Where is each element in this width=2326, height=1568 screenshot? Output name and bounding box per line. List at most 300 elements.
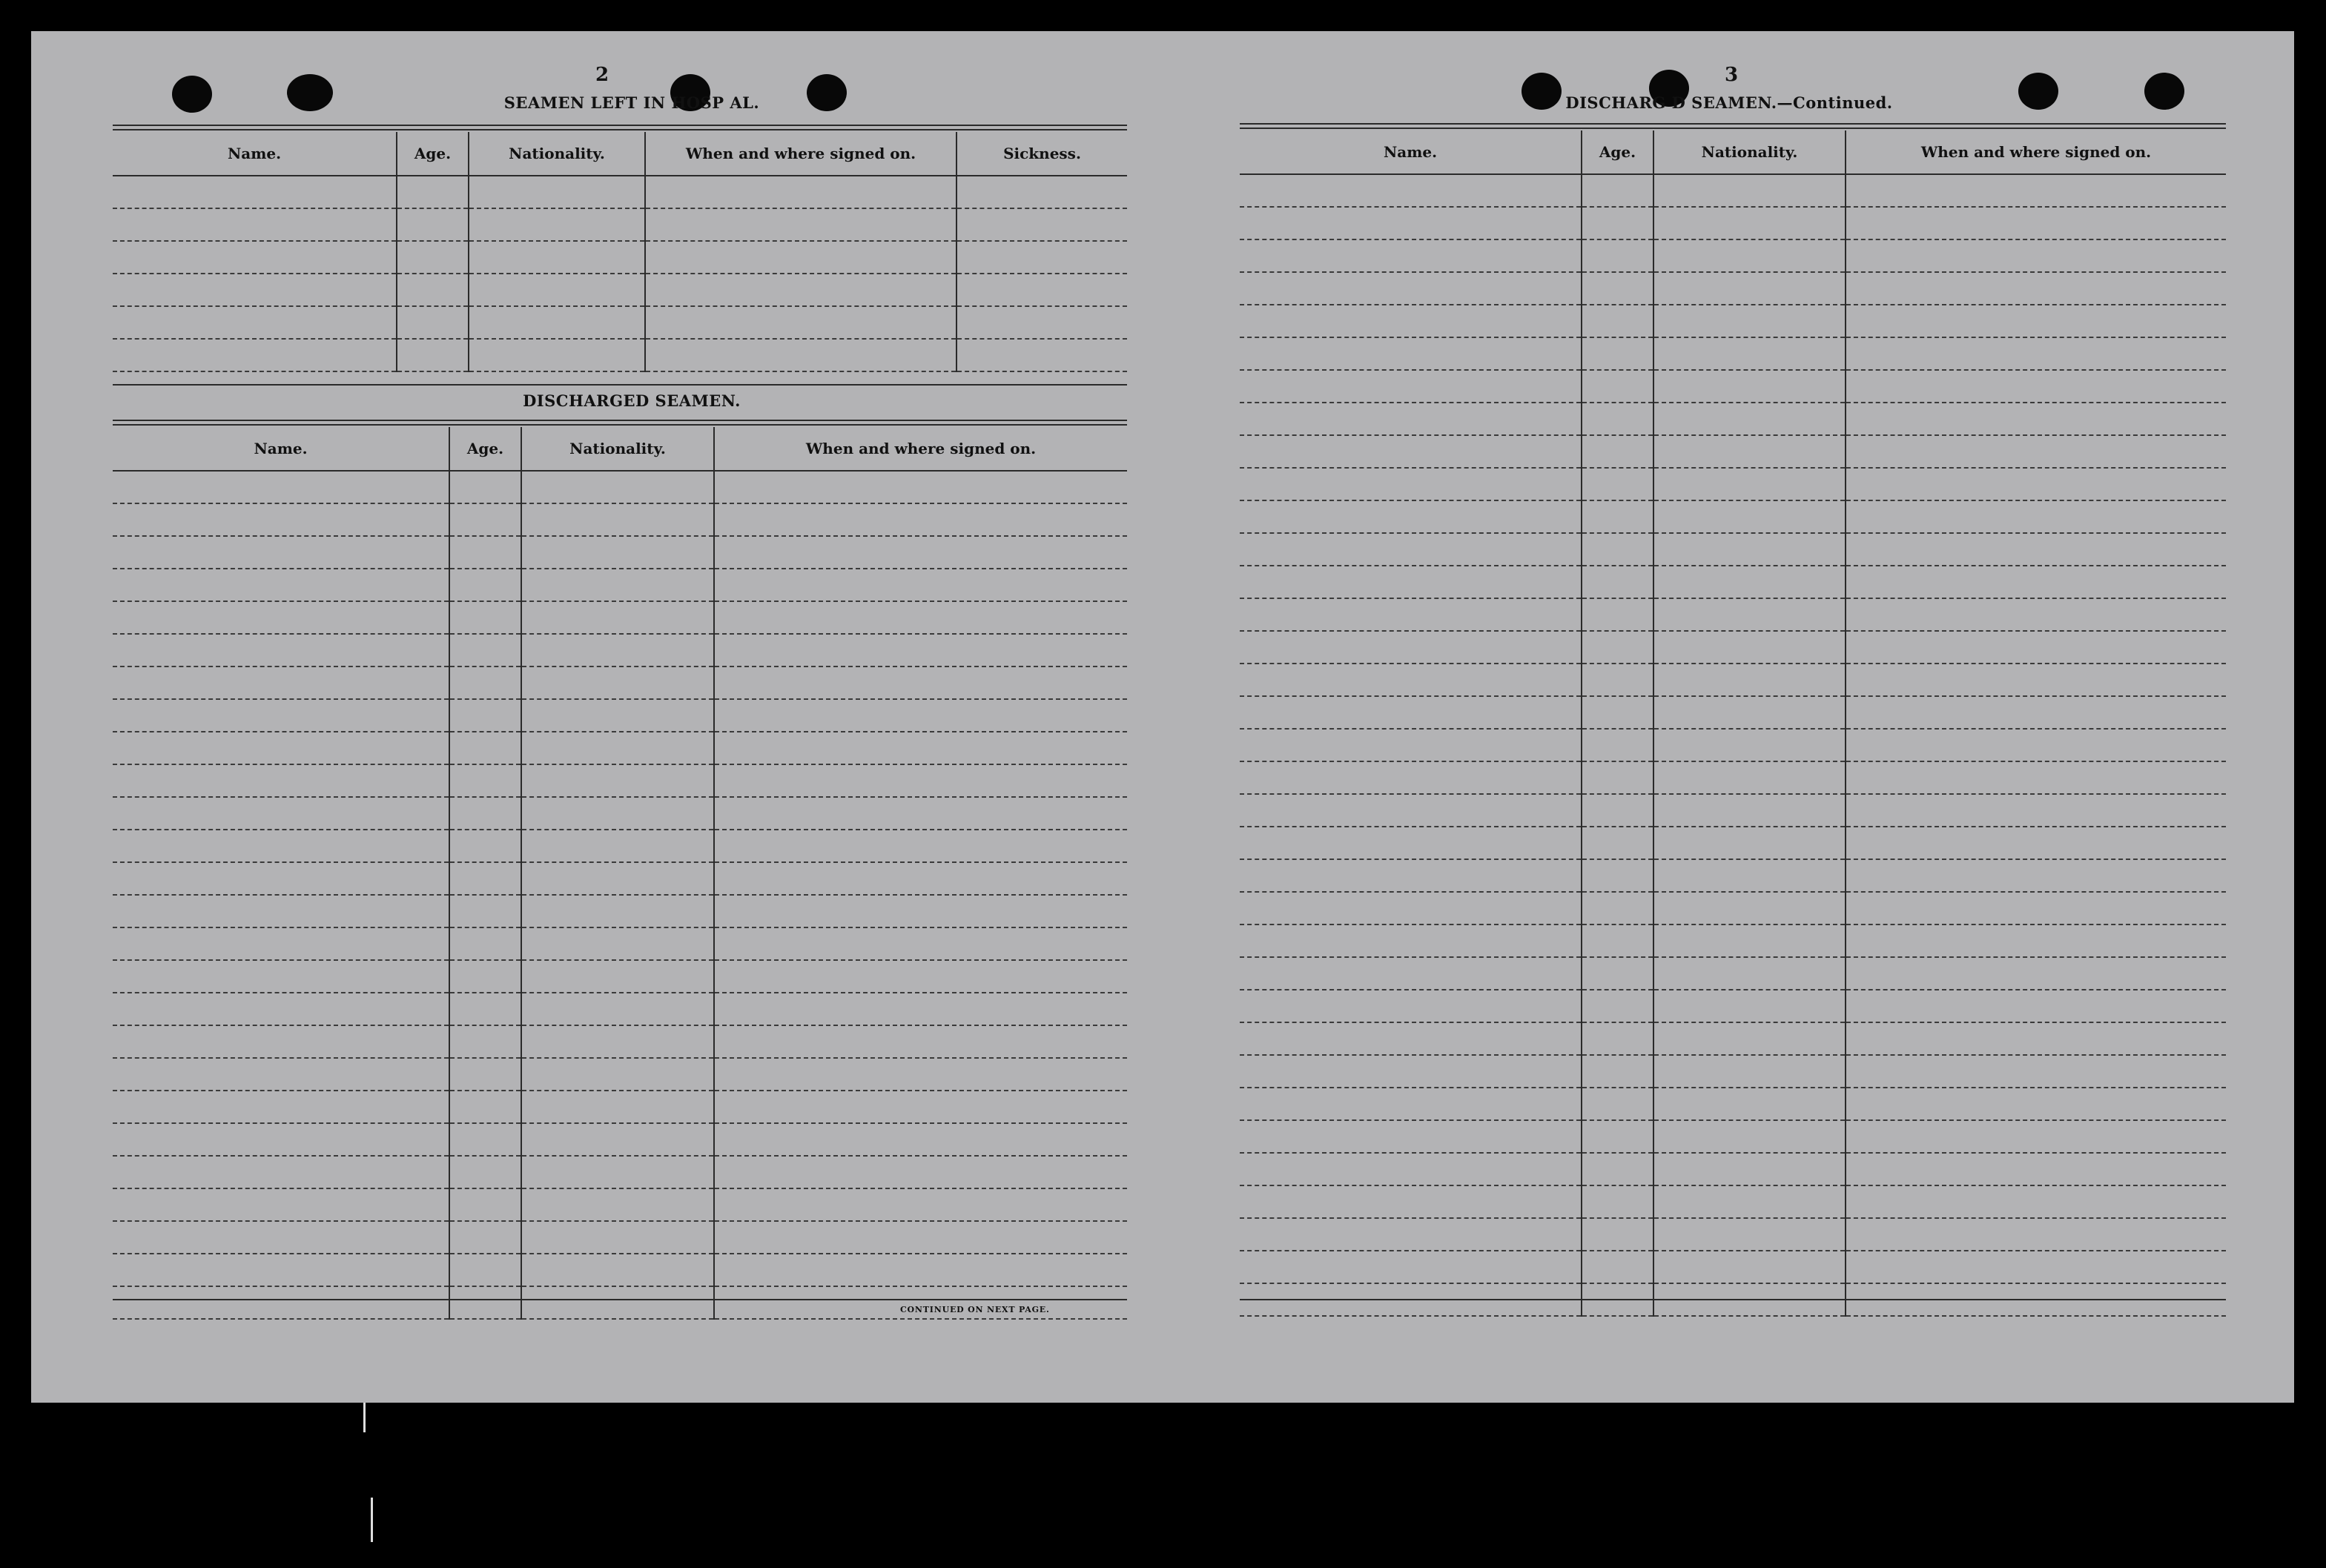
blank-cell — [956, 176, 1127, 208]
table-row — [113, 241, 1127, 274]
blank-cell — [1653, 1022, 1846, 1055]
blank-cell — [1240, 468, 1582, 500]
blank-cell — [1846, 990, 2226, 1022]
blank-cell — [1240, 729, 1582, 761]
blank-cell — [449, 503, 521, 536]
blank-cell — [1240, 892, 1582, 924]
table-row — [1240, 1218, 2226, 1251]
left-page-bottom-rule — [113, 1299, 1127, 1300]
blank-cell — [1846, 1185, 2226, 1218]
table-row — [113, 274, 1127, 306]
blank-cell — [113, 732, 449, 764]
column-header-age: Age. — [449, 427, 521, 471]
blank-cell — [113, 601, 449, 634]
blank-cell — [521, 1058, 714, 1091]
blank-cell — [1653, 957, 1846, 990]
table-row — [1240, 761, 2226, 794]
column-header-nationality: Nationality. — [521, 427, 714, 471]
blank-cell — [645, 208, 956, 241]
blank-cell — [1582, 729, 1653, 761]
table-row — [113, 503, 1127, 536]
blank-cell — [1240, 239, 1582, 272]
blank-cell — [1846, 794, 2226, 827]
blank-cell — [521, 895, 714, 927]
blank-cell — [1240, 370, 1582, 403]
blank-cell — [1653, 174, 1846, 207]
discharged-section-title: DISCHARGED SEAMEN. — [523, 391, 741, 410]
continued-section-title-main: DISCHARG D SEAMEN. — [1565, 93, 1777, 112]
blank-cell — [113, 862, 449, 895]
blank-cell — [1582, 239, 1653, 272]
column-header-name: Name. — [1240, 130, 1582, 174]
blank-cell — [1582, 794, 1653, 827]
blank-cell — [113, 1156, 449, 1188]
blank-cell — [113, 634, 449, 666]
blank-cell — [521, 503, 714, 536]
discharged-table-body — [113, 471, 1127, 1319]
table-row — [1240, 403, 2226, 435]
blank-cell — [397, 241, 469, 274]
table-row — [1240, 892, 2226, 924]
blank-cell — [1240, 272, 1582, 305]
table-row — [113, 339, 1127, 371]
table-row — [1240, 598, 2226, 631]
table-row — [1240, 1120, 2226, 1153]
blank-cell — [714, 503, 1127, 536]
blank-cell — [1240, 1088, 1582, 1120]
blank-cell — [1240, 1120, 1582, 1153]
blank-cell — [1653, 403, 1846, 435]
blank-cell — [1582, 1055, 1653, 1088]
blank-cell — [956, 306, 1127, 339]
blank-cell — [1240, 598, 1582, 631]
table-row — [113, 1025, 1127, 1058]
blank-cell — [714, 960, 1127, 993]
blank-cell — [449, 536, 521, 569]
blank-cell — [1240, 1153, 1582, 1185]
blank-cell — [1653, 892, 1846, 924]
blank-cell — [1240, 1055, 1582, 1088]
column-header-signed-on: When and where signed on. — [645, 132, 956, 176]
blank-cell — [714, 569, 1127, 601]
blank-cell — [1653, 305, 1846, 337]
blank-cell — [1653, 500, 1846, 533]
discharged-top-rule — [113, 420, 1127, 421]
discharged-header-row — [113, 427, 1127, 471]
blank-cell — [714, 732, 1127, 764]
blank-cell — [714, 830, 1127, 862]
hospital-table-body — [113, 176, 1127, 371]
blank-cell — [956, 339, 1127, 371]
blank-cell — [113, 1123, 449, 1156]
blank-cell — [521, 1156, 714, 1188]
blank-cell — [1582, 957, 1653, 990]
blank-cell — [714, 1188, 1127, 1221]
blank-cell — [1582, 500, 1653, 533]
blank-cell — [1240, 990, 1582, 1022]
blank-cell — [1653, 990, 1846, 1022]
table-row — [113, 666, 1127, 699]
table-row — [113, 306, 1127, 339]
table-row — [1240, 957, 2226, 990]
table-row — [1240, 794, 2226, 827]
blank-cell — [1582, 1120, 1653, 1153]
blank-cell — [449, 1156, 521, 1188]
table-row — [1240, 729, 2226, 761]
table-row — [113, 927, 1127, 960]
blank-cell — [449, 699, 521, 732]
table-row — [1240, 370, 2226, 403]
blank-cell — [714, 927, 1127, 960]
hospital-bottom-rule — [113, 384, 1127, 386]
table-row — [113, 830, 1127, 862]
blank-cell — [449, 732, 521, 764]
table-row — [113, 862, 1127, 895]
blank-cell — [1846, 435, 2226, 468]
blank-cell — [1846, 533, 2226, 566]
table-row — [113, 536, 1127, 569]
blank-cell — [645, 339, 956, 371]
blank-cell — [1846, 892, 2226, 924]
table-row — [113, 1156, 1127, 1188]
table-row — [1240, 1088, 2226, 1120]
blank-cell — [1653, 1251, 1846, 1283]
blank-cell — [449, 960, 521, 993]
blank-cell — [113, 797, 449, 830]
blank-cell — [449, 1025, 521, 1058]
blank-cell — [521, 1091, 714, 1123]
blank-cell — [449, 830, 521, 862]
table-row — [1240, 566, 2226, 598]
blank-cell — [1240, 664, 1582, 696]
blank-cell — [449, 764, 521, 797]
blank-cell — [397, 208, 469, 241]
column-header-nationality: Nationality. — [1653, 130, 1846, 174]
hospital-table — [113, 132, 1127, 372]
blank-cell — [1846, 207, 2226, 239]
blank-cell — [1582, 174, 1653, 207]
blank-cell — [714, 1123, 1127, 1156]
blank-cell — [449, 601, 521, 634]
column-header-sickness: Sickness. — [956, 132, 1127, 176]
blank-cell — [645, 176, 956, 208]
blank-cell — [1240, 1185, 1582, 1218]
table-row — [1240, 500, 2226, 533]
table-row — [113, 1254, 1127, 1286]
blank-cell — [113, 339, 397, 371]
blank-cell — [1653, 468, 1846, 500]
blank-cell — [113, 503, 449, 536]
table-row — [1240, 435, 2226, 468]
blank-cell — [449, 1091, 521, 1123]
blank-cell — [1240, 1218, 1582, 1251]
blank-cell — [714, 536, 1127, 569]
blank-cell — [1240, 957, 1582, 990]
blank-cell — [1653, 794, 1846, 827]
blank-cell — [521, 1188, 714, 1221]
blank-cell — [1582, 370, 1653, 403]
blank-cell — [1846, 337, 2226, 370]
blank-cell — [1846, 631, 2226, 664]
blank-cell — [1582, 1088, 1653, 1120]
blank-cell — [113, 895, 449, 927]
blank-cell — [1846, 468, 2226, 500]
blank-cell — [1582, 696, 1653, 729]
blank-cell — [1653, 598, 1846, 631]
blank-cell — [113, 1025, 449, 1058]
blank-cell — [956, 241, 1127, 274]
blank-cell — [1582, 990, 1653, 1022]
blank-cell — [714, 699, 1127, 732]
blank-cell — [1653, 1185, 1846, 1218]
blank-cell — [1653, 761, 1846, 794]
blank-cell — [521, 1123, 714, 1156]
blank-cell — [113, 960, 449, 993]
blank-cell — [449, 1221, 521, 1254]
blank-cell — [1653, 1120, 1846, 1153]
blank-cell — [1653, 924, 1846, 957]
blank-cell — [1582, 207, 1653, 239]
film-scratch — [371, 1498, 373, 1542]
blank-cell — [1240, 859, 1582, 892]
blank-cell — [113, 569, 449, 601]
blank-cell — [1240, 1022, 1582, 1055]
blank-cell — [449, 1254, 521, 1286]
continued-header-row — [1240, 130, 2226, 174]
continued-section-title — [1514, 93, 1944, 112]
blank-cell — [714, 1221, 1127, 1254]
blank-cell — [1240, 696, 1582, 729]
blank-cell — [449, 1286, 521, 1319]
table-row — [1240, 924, 2226, 957]
blank-cell — [1846, 924, 2226, 957]
blank-cell — [1846, 1120, 2226, 1153]
discharged-table — [113, 427, 1127, 1320]
blank-cell — [714, 1058, 1127, 1091]
blank-cell — [113, 1254, 449, 1286]
blank-cell — [521, 960, 714, 993]
blank-cell — [521, 1025, 714, 1058]
table-row — [113, 601, 1127, 634]
table-row — [1240, 631, 2226, 664]
blank-cell — [1653, 207, 1846, 239]
blank-cell — [1653, 859, 1846, 892]
table-row — [113, 634, 1127, 666]
blank-cell — [1582, 631, 1653, 664]
blank-cell — [113, 471, 449, 503]
column-header-signed-on: When and where signed on. — [1846, 130, 2226, 174]
blank-cell — [1240, 435, 1582, 468]
blank-cell — [1582, 892, 1653, 924]
left-page-number: 2 — [595, 64, 609, 86]
blank-cell — [469, 274, 645, 306]
blank-cell — [449, 797, 521, 830]
blank-cell — [714, 764, 1127, 797]
blank-cell — [714, 666, 1127, 699]
blank-cell — [956, 208, 1127, 241]
blank-cell — [645, 241, 956, 274]
blank-cell — [521, 862, 714, 895]
table-row — [113, 176, 1127, 208]
hospital-top-rule — [113, 125, 1127, 126]
blank-cell — [1846, 1088, 2226, 1120]
blank-cell — [521, 666, 714, 699]
blank-cell — [1846, 305, 2226, 337]
blank-cell — [714, 1254, 1127, 1286]
column-header-signed-on: When and where signed on. — [714, 427, 1127, 471]
blank-cell — [1240, 207, 1582, 239]
blank-cell — [1846, 1251, 2226, 1283]
blank-cell — [521, 1286, 714, 1319]
table-row — [1240, 1185, 2226, 1218]
blank-cell — [1653, 631, 1846, 664]
continued-label: —Continued. — [1777, 93, 1893, 112]
blank-cell — [1846, 827, 2226, 859]
blank-cell — [714, 895, 1127, 927]
document-sheet — [31, 31, 2294, 1403]
blank-cell — [1653, 272, 1846, 305]
blank-cell — [1653, 566, 1846, 598]
blank-cell — [113, 274, 397, 306]
blank-cell — [1653, 729, 1846, 761]
blank-cell — [521, 601, 714, 634]
table-row — [113, 208, 1127, 241]
blank-cell — [1846, 1153, 2226, 1185]
table-row — [1240, 305, 2226, 337]
blank-cell — [1846, 272, 2226, 305]
blank-cell — [1582, 435, 1653, 468]
blank-cell — [1846, 761, 2226, 794]
blank-cell — [449, 634, 521, 666]
blank-cell — [1653, 533, 1846, 566]
blank-cell — [1240, 827, 1582, 859]
blank-cell — [521, 797, 714, 830]
blank-cell — [1846, 566, 2226, 598]
blank-cell — [521, 830, 714, 862]
blank-cell — [113, 241, 397, 274]
blank-cell — [449, 927, 521, 960]
table-row — [113, 797, 1127, 830]
blank-cell — [397, 306, 469, 339]
blank-cell — [113, 306, 397, 339]
blank-cell — [449, 569, 521, 601]
blank-cell — [1240, 924, 1582, 957]
blank-cell — [1240, 403, 1582, 435]
blank-cell — [1582, 1251, 1653, 1283]
table-row — [113, 1058, 1127, 1091]
table-row — [113, 1123, 1127, 1156]
blank-cell — [1582, 1218, 1653, 1251]
blank-cell — [521, 732, 714, 764]
blank-cell — [113, 993, 449, 1025]
blank-cell — [1653, 1153, 1846, 1185]
blank-cell — [113, 1091, 449, 1123]
table-row — [113, 1091, 1127, 1123]
blank-cell — [1653, 435, 1846, 468]
blank-cell — [521, 1221, 714, 1254]
table-row — [1240, 1251, 2226, 1283]
table-row — [113, 764, 1127, 797]
table-row — [113, 993, 1127, 1025]
blank-cell — [1653, 1088, 1846, 1120]
blank-cell — [1582, 924, 1653, 957]
blank-cell — [521, 699, 714, 732]
blank-cell — [1582, 598, 1653, 631]
blank-cell — [1653, 1055, 1846, 1088]
blank-cell — [1582, 305, 1653, 337]
column-header-age: Age. — [397, 132, 469, 176]
blank-cell — [1582, 761, 1653, 794]
hospital-section-title: SEAMEN LEFT IN HOSP AL. — [503, 93, 760, 112]
blank-cell — [1653, 696, 1846, 729]
blank-cell — [1582, 403, 1653, 435]
table-row — [1240, 990, 2226, 1022]
punch-hole — [2144, 73, 2184, 110]
blank-cell — [1846, 1055, 2226, 1088]
table-row — [1240, 207, 2226, 239]
blank-cell — [1582, 827, 1653, 859]
column-header-nationality: Nationality. — [469, 132, 645, 176]
continued-table-body — [1240, 174, 2226, 1316]
table-row — [113, 960, 1127, 993]
blank-cell — [521, 536, 714, 569]
table-row — [1240, 1153, 2226, 1185]
blank-cell — [449, 895, 521, 927]
blank-cell — [449, 1058, 521, 1091]
right-top-rule — [1240, 123, 2226, 125]
blank-cell — [1653, 827, 1846, 859]
blank-cell — [1582, 1022, 1653, 1055]
blank-cell — [1582, 664, 1653, 696]
blank-cell — [469, 339, 645, 371]
blank-cell — [521, 927, 714, 960]
punch-hole — [2018, 73, 2058, 110]
table-row — [113, 1221, 1127, 1254]
blank-cell — [521, 1254, 714, 1286]
punch-hole — [287, 74, 333, 111]
blank-cell — [521, 993, 714, 1025]
blank-cell — [1582, 859, 1653, 892]
right-page-number: 3 — [1724, 64, 1739, 86]
right-page-bottom-rule — [1240, 1299, 2226, 1300]
blank-cell — [1582, 566, 1653, 598]
blank-cell — [1846, 664, 2226, 696]
blank-cell — [521, 569, 714, 601]
punch-hole — [172, 76, 212, 113]
blank-cell — [1240, 337, 1582, 370]
blank-cell — [521, 471, 714, 503]
table-row — [113, 471, 1127, 503]
blank-cell — [397, 274, 469, 306]
blank-cell — [449, 1188, 521, 1221]
column-header-age: Age. — [1582, 130, 1653, 174]
blank-cell — [521, 634, 714, 666]
blank-cell — [449, 862, 521, 895]
blank-cell — [1846, 1218, 2226, 1251]
table-row — [1240, 859, 2226, 892]
table-row — [1240, 1055, 2226, 1088]
blank-cell — [113, 666, 449, 699]
table-row — [113, 895, 1127, 927]
blank-cell — [714, 862, 1127, 895]
blank-cell — [1846, 598, 2226, 631]
column-header-name: Name. — [113, 427, 449, 471]
blank-cell — [714, 471, 1127, 503]
table-row — [113, 1188, 1127, 1221]
blank-cell — [645, 306, 956, 339]
blank-cell — [449, 1123, 521, 1156]
table-row — [1240, 337, 2226, 370]
